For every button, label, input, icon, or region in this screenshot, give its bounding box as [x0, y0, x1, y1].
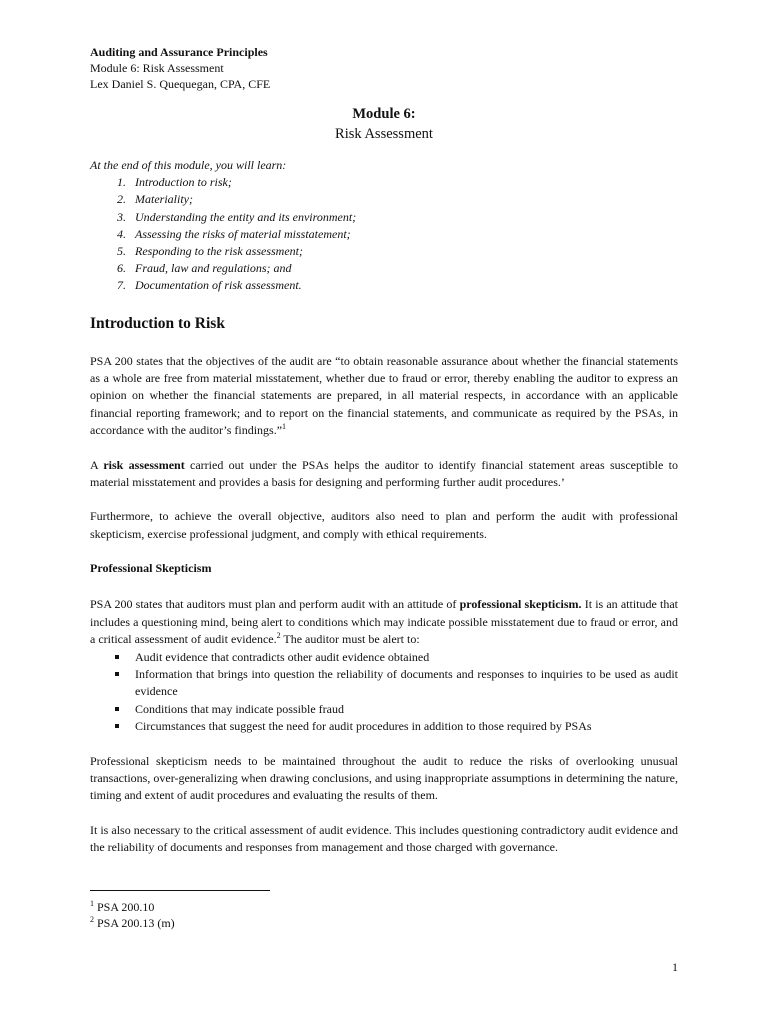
- footnote-ref-2: 2: [276, 631, 281, 641]
- document-page: [90, 44, 678, 857]
- running-header: [90, 44, 678, 92]
- footnotes: [90, 899, 175, 931]
- footnote-separator: [90, 890, 270, 891]
- paragraph-maintain-skepticism: Professional skepticism needs to be maintained throughout the audit to reduce the risks of overlooking unusual transactions, over-generalizing when drawing conclusions, and using inappropriate assumptions in determining the nature, timing and extent of audit procedures and evaluating the results of them.: [90, 753, 678, 803]
- paragraph-overall-objective: Furthermore, to achieve the overall objective, auditors also need to plan and perform the audit with professional skepticism, exercise professional judgment, and comply with ethical requirements.: [90, 509, 678, 541]
- alert-bullet-list: [90, 649, 678, 736]
- footnote-1: $^1$ PSA 200.10: [90, 899, 155, 914]
- objective-item: 1. Introduction to risk;: [117, 175, 232, 190]
- section-heading-introduction: Introduction to Risk: [90, 314, 225, 332]
- bullet-item: Circumstances that suggest the need for audit procedures in addition to those required by PSAs: [90, 718, 678, 735]
- objective-item: 2. Materiality;: [117, 192, 193, 207]
- page-number: 1: [672, 960, 678, 974]
- module-title: [90, 104, 678, 144]
- author-line: Lex Daniel S. Quequegan, CPA, CFE: [90, 77, 271, 91]
- paragraph-skepticism: PSA 200 states that auditors must plan and perform audit with an attitude of professional skepticism. It is an attitude that includes a questioning mind, being alert to conditions which may indicate possible misstatement due to fraud or error, and a critical assessment of audit evidence.$^2$ The auditor must be alert to:: [90, 597, 678, 647]
- learning-objectives: [90, 157, 678, 295]
- paragraph-risk-assessment: A risk assessment carried out under the PSAs helps the auditor to identify financial statement areas susceptible to material misstatement and provides a basis for designing and performing further audit procedures.’: [90, 457, 678, 490]
- objective-item: 5. Responding to the risk assessment;: [117, 244, 303, 259]
- paragraph-critical-assessment: It is also necessary to the critical assessment of audit evidence. This includes questioning contradictory audit evidence and the reliability of documents and responses from management and those charged with governance.: [90, 822, 678, 855]
- objectives-intro: At the end of this module, you will learn:: [90, 158, 287, 172]
- course-title: Auditing and Assurance Principles: [90, 45, 268, 59]
- footnote-ref-1: 1: [282, 422, 287, 432]
- bullet-item: Information that brings into question the reliability of documents and responses to inquiries to be used as audit evidence: [90, 666, 678, 701]
- paragraph-objectives: PSA 200 states that the objectives of the audit are “to obtain reasonable assurance about whether the financial statements as a whole are free from material misstatement, whether due to fraud or error, thereby enabling the auditor to express an opinion on whether the financial statements are prepared, in all material respects, in accordance with an applicable financial reporting framework; and to report on the financial statements, and communicate as required by the PSAs, in accordance with the auditor’s findings.”$^1$: [90, 353, 678, 438]
- objective-item: 6. Fraud, law and regulations; and: [117, 261, 292, 276]
- bullet-item: Conditions that may indicate possible fraud: [90, 701, 678, 718]
- square-bullet-icon: [115, 707, 119, 711]
- objective-item: 4. Assessing the risks of material misstatement;: [117, 226, 351, 241]
- section-heading-skepticism: Professional Skepticism: [90, 561, 212, 576]
- module-line: Module 6: Risk Assessment: [90, 61, 224, 75]
- module-number: Module 6:: [352, 106, 416, 122]
- bullet-item: Audit evidence that contradicts other audit evidence obtained: [90, 649, 678, 666]
- objective-item: 7. Documentation of risk assessment.: [117, 278, 302, 293]
- square-bullet-icon: [115, 724, 119, 728]
- objective-item: 3. Understanding the entity and its environment;: [117, 209, 357, 224]
- square-bullet-icon: [115, 655, 119, 659]
- objectives-list: [90, 174, 678, 294]
- footnote-2: $^2$ PSA 200.13 (m): [90, 915, 175, 930]
- square-bullet-icon: [115, 672, 119, 676]
- module-name: Risk Assessment: [335, 126, 433, 142]
